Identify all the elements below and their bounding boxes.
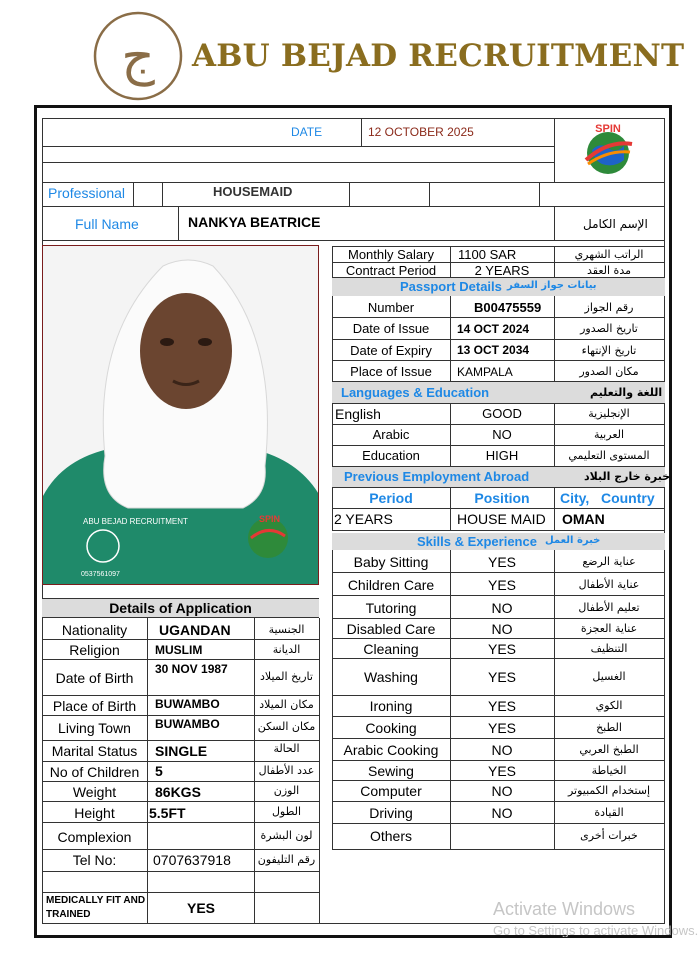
skill-cleaning-ar: التنظيف (590, 642, 628, 655)
skill-ironing: Ironing (369, 698, 413, 714)
application-title: Details of Application (109, 600, 252, 616)
employment-table (332, 487, 665, 531)
col-period: Period (369, 490, 413, 506)
skill-baby-sitting-ar: عناية الرضع (582, 555, 636, 568)
skills-title: Skills & Experience (417, 534, 537, 549)
education-label: Education (362, 448, 420, 463)
skills-title-ar: خبرة العمل (545, 535, 601, 546)
skill-cooking-value: YES (487, 720, 516, 736)
passport-number-label: Number (367, 300, 415, 315)
skill-tutoring: Tutoring (365, 600, 417, 616)
children-ar: عدد الأطفال (258, 764, 315, 777)
full-name-value: NANKYA BEATRICE (188, 214, 321, 230)
full-name-label: Full Name (75, 216, 139, 232)
date-value: 12 OCTOBER 2025 (368, 125, 474, 139)
complexion-label: Complexion (57, 829, 132, 845)
english-ar: الإنجليزية (588, 407, 630, 420)
nationality-ar: الجنسية (268, 623, 305, 636)
application-table (42, 618, 319, 924)
place-of-birth-label: Place of Birth (52, 698, 137, 714)
employment-title: Previous Employment Abroad (344, 469, 530, 484)
marital-status-ar: الحالة (273, 742, 300, 755)
skill-driving-value: NO (491, 805, 513, 821)
skill-arabic-cooking-value: NO (491, 742, 513, 758)
date-of-issue-value: 14 OCT 2024 (457, 322, 530, 336)
date-of-issue-ar: تاريخ الصدور (580, 322, 638, 335)
skill-computer-ar: إستخدام الكمبيوتر (567, 784, 651, 797)
tel-value: 0707637918 (153, 852, 231, 868)
tel-ar: رقم التليفون (257, 853, 316, 866)
date-of-birth-label: Date of Birth (55, 670, 134, 686)
skill-others: Others (369, 828, 412, 844)
complexion-ar: لون البشرة (260, 829, 313, 842)
monthly-salary-label: Monthly Salary (348, 247, 434, 262)
date-label: DATE (291, 125, 323, 139)
passport-number-ar: رقم الجواز (584, 301, 634, 314)
spin-logo (578, 120, 638, 178)
monthly-salary-ar: الراتب الشهري (574, 248, 644, 261)
height-value: 5.5FT (149, 805, 186, 821)
passport-table (332, 296, 665, 382)
weight-label: Weight (72, 784, 117, 800)
arabic-value: NO (492, 427, 512, 442)
shirt-phone: 0537561097 (81, 571, 120, 578)
skill-children-care: Children Care (347, 577, 435, 593)
weight-ar: الوزن (273, 784, 300, 797)
monthly-salary-value: 1100 SAR (458, 247, 517, 262)
english-value: GOOD (482, 406, 522, 421)
spin-logo-text: SPIN (595, 123, 621, 135)
applicant-photo (42, 245, 319, 585)
skill-cooking: Cooking (365, 720, 417, 736)
children-label: No of Children (49, 764, 140, 780)
skill-driving: Driving (369, 805, 413, 821)
skill-washing: Washing (364, 669, 418, 685)
skill-sewing-value: YES (487, 763, 516, 779)
languages-title: Languages & Education (341, 385, 490, 400)
skill-disabled-care: Disabled Care (346, 621, 436, 637)
activate-windows-title: Activate Windows (493, 899, 636, 919)
skill-tutoring-ar: تعليم الأطفال (578, 601, 640, 614)
skill-baby-sitting: Baby Sitting (353, 554, 429, 570)
shirt-text: ABU BEJAD RECRUITMENT (83, 517, 188, 526)
full-name-ar: الإسم الكامل (583, 217, 648, 231)
skill-others-ar: خبرات أخرى (580, 829, 638, 842)
skill-washing-value: YES (487, 669, 516, 685)
weight-value: 86KGS (155, 784, 201, 800)
date-of-birth-ar: تاريخ الميلاد (260, 670, 313, 683)
skill-disabled-care-ar: عناية العجزة (580, 622, 638, 635)
col-position: Position (474, 490, 530, 506)
marital-status-label: Marital Status (51, 743, 138, 759)
arabic-ar: العربية (593, 428, 625, 441)
living-town-value: BUWAMBO (155, 717, 220, 731)
employment-title-ar: خبرة خارج البلاد (584, 470, 671, 483)
skill-children-care-value: YES (487, 577, 516, 593)
date-of-expiry-label: Date of Expiry (350, 343, 432, 358)
nationality-label: Nationality (61, 622, 128, 638)
place-of-birth-value: BUWAMBO (155, 697, 220, 711)
skill-sewing: Sewing (368, 763, 414, 779)
contract-period-value: 2 YEARS (474, 263, 530, 278)
place-of-issue-label: Place of Issue (350, 364, 432, 379)
skill-sewing-ar: الخياطة (591, 764, 627, 777)
medical-label: MEDICALLY FIT AND TRAINED (46, 895, 146, 920)
children-value: 5 (155, 763, 163, 779)
education-ar: المستوى التعليمي (568, 449, 650, 462)
contract-period-ar: مدة العقد (587, 264, 631, 277)
skills-table (332, 550, 665, 850)
date-of-expiry-ar: تاريخ الإنتهاء (581, 344, 637, 357)
activate-windows-subtitle: Go to Settings to activate Windows. (493, 924, 699, 937)
skill-arabic-cooking-ar: الطبخ العربي (579, 743, 639, 756)
height-label: Height (74, 805, 115, 821)
languages-title-ar: اللغة والتعليم (590, 386, 663, 399)
skill-baby-sitting-value: YES (487, 554, 516, 570)
languages-table (332, 403, 665, 466)
arabic-label: Arabic (372, 427, 410, 442)
place-of-issue-value: KAMPALA (457, 365, 513, 379)
skill-washing-ar: الغسيل (592, 670, 626, 683)
nationality-value: UGANDAN (159, 622, 231, 638)
living-town-ar: مكان السكن (257, 720, 316, 733)
skill-tutoring-value: NO (491, 600, 513, 616)
passport-number-value: B00475559 (474, 300, 542, 315)
skill-children-care-ar: عناية الأطفال (578, 578, 640, 591)
logo-glyph: ج (121, 27, 155, 87)
employment-country: OMAN (562, 511, 605, 527)
skill-driving-ar: القيادة (594, 806, 624, 819)
place-of-issue-ar: مكان الصدور (579, 365, 639, 378)
col-country: City, Country (560, 490, 655, 506)
skill-cleaning: Cleaning (363, 641, 419, 657)
skill-cleaning-value: YES (487, 641, 516, 657)
religion-ar: الديانة (272, 643, 301, 656)
skill-arabic-cooking: Arabic Cooking (343, 742, 439, 758)
education-value: HIGH (485, 448, 519, 463)
tel-label: Tel No: (72, 852, 117, 868)
height-ar: الطول (271, 805, 302, 818)
english-label: English (335, 406, 381, 422)
date-of-issue-label: Date of Issue (352, 321, 430, 336)
date-of-expiry-value: 13 OCT 2034 (457, 343, 530, 357)
employment-position: HOUSE MAID (457, 511, 546, 527)
skill-ironing-value: YES (487, 698, 516, 714)
shirt-logo-text: SPIN (259, 514, 281, 524)
professional-value: HOUSEMAID (213, 184, 293, 199)
skill-computer-value: NO (491, 783, 513, 799)
date-of-birth-value: 30 NOV 1987 (155, 662, 228, 676)
company-name: ABU BEJAD RECRUITMENT (192, 38, 685, 74)
skill-computer: Computer (360, 783, 422, 799)
marital-status-value: SINGLE (155, 743, 208, 759)
skill-cooking-ar: الطبخ (596, 721, 622, 734)
company-logo (92, 10, 184, 102)
skill-disabled-care-value: NO (491, 621, 513, 637)
living-town-label: Living Town (58, 720, 131, 736)
religion-value: MUSLIM (155, 643, 203, 657)
passport-title: Passport Details (400, 279, 502, 294)
employment-period: 2 YEARS (334, 511, 393, 527)
contract-period-label: Contract Period (345, 263, 437, 278)
place-of-birth-ar: مكان الميلاد (259, 698, 314, 711)
passport-title-ar: بيانات جواز السفر (507, 280, 597, 291)
skill-ironing-ar: الكوي (595, 699, 623, 712)
religion-label: Religion (69, 642, 120, 658)
medical-value: YES (187, 900, 216, 916)
professional-label: Professional (48, 185, 126, 201)
